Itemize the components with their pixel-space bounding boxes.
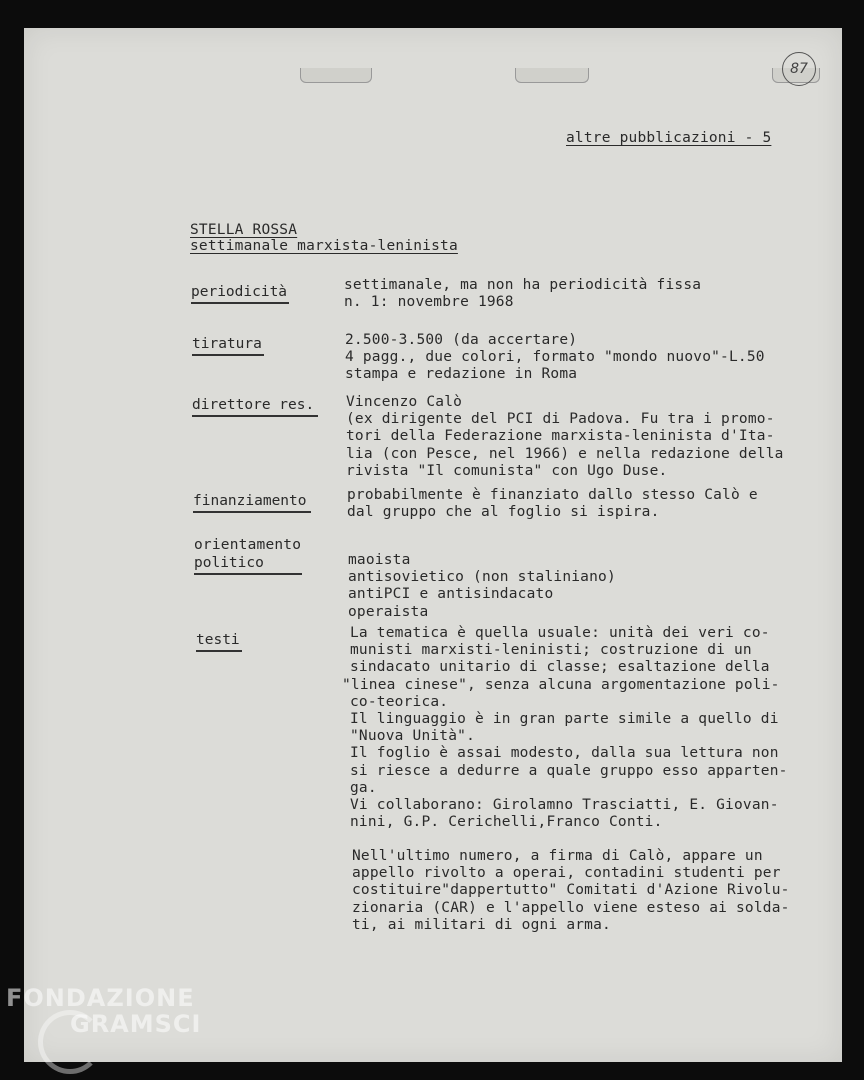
fondazione-gramsci-watermark: FONDAZIONE GRAMSCI (6, 984, 201, 1038)
gramsci-logo-icon (38, 1010, 102, 1074)
label-orientamento: orientamento (194, 537, 302, 553)
value-periodicita: settimanale, ma non ha periodicità fissa n. 1: novembre 1968 (344, 277, 702, 311)
closing-paragraph: Nell'ultimo numero, a firma di Calò, appare un appello rivolto a operai, contadini studenti per costituire"dappertutto" Comitati d'Azione Rivolu- zionaria (CAR) e l'appello viene esteso ai solda- ti, ai militari di ogni arma. (352, 848, 790, 933)
value-orientamento: maoista antisovietico (non staliniano) antiPCI e antisindacato operaista (348, 552, 616, 620)
publication-subtitle: settimanale marxista-leninista (190, 238, 458, 254)
label-periodicita: periodicità (191, 284, 289, 304)
binder-clip-left (300, 68, 372, 83)
label-finanziamento: finanziamento (193, 493, 311, 513)
value-finanziamento: probabilmente è finanziato dallo stesso Calò e dal gruppo che al foglio si ispira. (347, 487, 758, 521)
value-testi: La tematica è quella usuale: unità dei veri co- munisti marxisti-leninisti; costruzione di un sindacato unitario di classe; esaltazione della "linea cinese", senza alcuna argomentazione poli- co-teorica. Il linguaggio è in gran parte simile a quello di "Nuova Unità". Il foglio è assai modesto, dalla sua lettura non si riesce a dedurre a quale gruppo esso apparten- ga. Vi collaborano: Girolamno Trasciatti, E. Giovan- nini, G.P. Cerichelli,Franco Conti. (342, 625, 788, 831)
publication-title: STELLA ROSSA (190, 222, 298, 238)
section-header: altre pubblicazioni - 5 (566, 130, 772, 146)
label-direttore: direttore res. (192, 397, 318, 417)
archive-number-stamp: 87 (782, 52, 816, 86)
label-tiratura: tiratura (192, 336, 264, 356)
value-tiratura: 2.500-3.500 (da accertare) 4 pagg., due colori, formato "mondo nuovo"-L.50 stampa e redazione in Roma (345, 332, 765, 383)
label-testi: testi (196, 632, 242, 652)
value-direttore: Vincenzo Calò (ex dirigente del PCI di Padova. Fu tra i promo- tori della Federazione marxista-leninista d'Ita- lia (con Pesce, nel 1966) e nella redazione della rivista "Il comunista" con Ugo Duse. (346, 394, 784, 479)
label-politico: politico (194, 555, 302, 575)
binder-clip-center (515, 68, 589, 83)
